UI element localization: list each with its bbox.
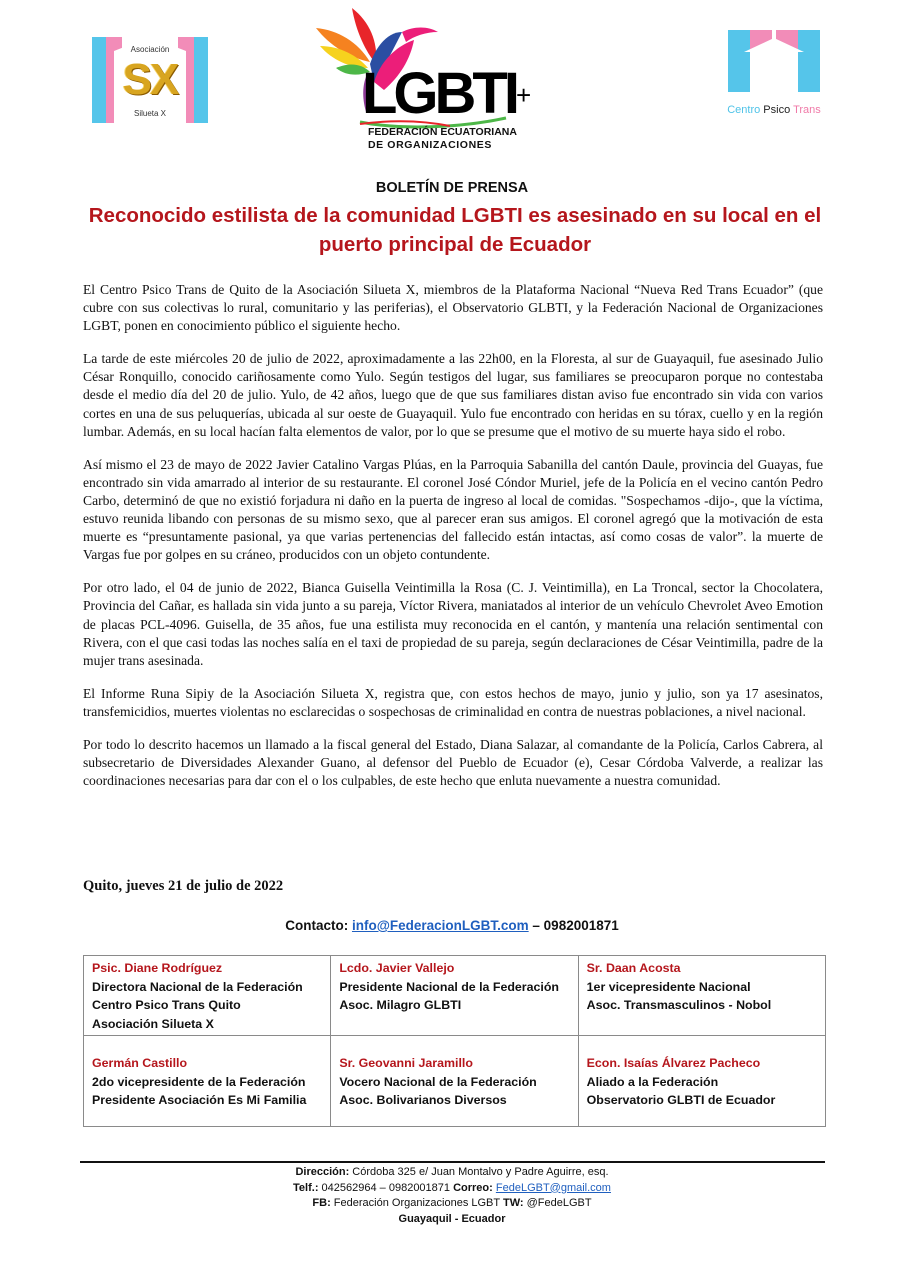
footer-phone-label: Telf.:: [293, 1181, 319, 1194]
paragraph: La tarde de este miércoles 20 de julio de 2022, aproximadamente a las 22h00, en la Floresta, al sur de Guayaquil, fue asesinado Julio César Ronquillo, conocido cariñosamente como Yulo. Según testigos del lugar, sus familiares se preocuparon porque no contestaba desde el medio día del 20 de julio. Yulo, de 42 años, luego que de que sus familiares distan aviso fue encontrado sin vida con varios cortes en una de sus peluquerías, ubicada al sur oeste de Guayaquil. Yulo fue encontrado con heridas en su tórax, cuello y en la región lumbar. Además, en su local hacían falta elementos de valor, por lo que se presume que el motivo de su muerte haya sido el robo.: [83, 351, 823, 439]
signatory-role: Presidente Nacional de la Federación: [339, 979, 559, 994]
contact-phone: 0982001871: [543, 918, 619, 933]
asociacion-silueta-x-logo: [92, 37, 208, 123]
house-icon: [750, 52, 798, 92]
paragraph: Así mismo el 23 de mayo de 2022 Javier Catalino Vargas Plúas, en la Parroquia Sabanilla del cantón Daule, provincia del Guayas, fue encontrado sin vida amarrado al interior de su restaurante. El coronel José Cóndor Muriel, jefe de la Policía en el vecino cantón Pedro Carbo, determinó de que no existió forjadura ni daño en la puerta de ingreso al local de comidas. "Sospechamos -dijo-, que la víctima, estuvo reunida libando con personas de su mismo sexo, que al parecer eran sus amigos. El coronel agregó que la motivación de esta muerte es “presuntamente pasional, ya que varias pertenencias del fallecido están intactas, así como cosas de valor”. la muerte de Vargas fue por golpes en su cráneo, producidos con un objeto contundente.: [83, 456, 823, 563]
signatory-role: Asociación Silueta X: [92, 1016, 214, 1031]
footer-address-label: Dirección:: [295, 1166, 350, 1178]
date-line: Quito, jueves 21 de julio de 2022: [83, 878, 284, 894]
contact-line: [0, 918, 904, 933]
logo-bottom-text: Silueta X: [133, 109, 167, 118]
table-row: [84, 1036, 826, 1127]
signatory-cell: [84, 1036, 331, 1127]
signatory-role: 2do vicepresidente de la Federación: [92, 1074, 306, 1089]
signatory-role: Observatorio GLBTI de Ecuador: [586, 1093, 776, 1107]
footer-tw: @FedeLGBT: [523, 1197, 592, 1209]
logo-caption: [722, 104, 826, 116]
footer-city: Guayaquil - Ecuador: [398, 1212, 506, 1225]
signatory-cell: [84, 956, 331, 1036]
signatory-cell: [331, 956, 578, 1036]
footer-address: Córdoba 325 e/ Juan Montalvo y Padre Aguirre, esq.: [349, 1166, 609, 1178]
contact-email-link[interactable]: info@FederacionLGBT.com: [351, 918, 529, 933]
signatory-name: Psic. Diane Rodríguez: [92, 961, 223, 975]
footer-city-line: [0, 1212, 904, 1228]
logo-monogram: SX: [122, 55, 178, 104]
footer-fb-label: FB:: [312, 1197, 331, 1209]
signatory-name: Sr. Geovanni Jaramillo: [339, 1056, 473, 1070]
footer-email-link[interactable]: FedeLGBT@gmail.com: [495, 1181, 611, 1194]
footer-tw-label: TW:: [502, 1197, 524, 1209]
signatory-cell: [578, 1036, 825, 1127]
signatory-name: Germán Castillo: [92, 1056, 188, 1070]
logo-word-trans: Trans: [793, 104, 821, 116]
signatory-role: Asoc. Milagro GLBTI: [339, 998, 462, 1012]
headline: Reconocido estilista de la comunidad LGBTI es asesinado en su local en el puerto principal de Ecuador: [88, 204, 822, 256]
logo-top-text: Asociación: [130, 45, 170, 54]
signatory-cell: [331, 1036, 578, 1127]
footer-phones: 042562964 – 0982001871: [318, 1181, 454, 1194]
signatories-table: [83, 955, 826, 1127]
logo-word-centro: Centro: [727, 104, 761, 116]
footer-fb: Federación Organizaciones LGBT: [330, 1197, 503, 1209]
footer: [0, 1165, 904, 1227]
paragraph: Por otro lado, el 04 de junio de 2022, Bianca Guisella Veintimilla la Rosa (C. J. Veintimilla), en La Troncal, sector la Chocolatera, Provincia del Cañar, es hallada sin vida junto a su pareja, Víctor Rivera, maniatados al interior de un vehículo Chevrolet Aveo Emotion de placas PCL-4096. Guisella, de 35 años, fue una estilista muy reconocida en el cantón, y mantenía una relación sentimental con Rivera, con el que casi todas las noches salía en el taxi de propiedad de su pareja, según declaraciones de César Veintimilla, padre de la mujer trans asesinada.: [83, 580, 823, 668]
paragraph: El Centro Psico Trans de Quito de la Asociación Silueta X, miembros de la Plataforma Nacional “Nueva Red Trans Ecuador” (que cubre con sus colectivas lo rural, comunitario y las periferias), el Observatorio GLBTI, y la Federación Nacional de Organizaciones LGBT, ponen en conocimiento público el siguiente hecho.: [83, 282, 823, 334]
press-release-kicker: BOLETÍN DE PRENSA: [375, 180, 529, 196]
footer-divider: [80, 1161, 825, 1163]
signatory-name: Econ. Isaías Álvarez Pacheco: [586, 1056, 761, 1070]
logo-plus: +: [516, 80, 532, 110]
paragraph: Por todo lo descrito hacemos un llamado a la fiscal general del Estado, Diana Salazar, al comandante de la Policía, Carlos Cabrera, al subsecretario de Diversidades Alexander Guano, al defensor del Pueblo de Ecuador (e), Cesar Córdoba Valverde, a realizar las coordinaciones necesarias para dar con el o los culpables, de este hecho que enluta nuevamente a nuestra comunidad.: [83, 736, 823, 789]
signatory-cell: [578, 956, 825, 1036]
article-body: [83, 281, 823, 805]
signatory-role: Centro Psico Trans Quito: [92, 998, 241, 1012]
signatory-role: 1er vicepresidente Nacional: [586, 979, 751, 994]
footer-address-line: [0, 1165, 904, 1181]
federacion-lgbti-logo: [310, 2, 550, 152]
contact-label: Contacto:: [285, 918, 352, 933]
centro-psico-trans-logo: [722, 30, 826, 122]
table-row: [84, 956, 826, 1036]
signatory-name: Lcdo. Javier Vallejo: [339, 961, 455, 975]
signatory-role: Vocero Nacional de la Federación: [339, 1074, 537, 1089]
signatory-role: Aliado a la Federación: [586, 1074, 719, 1089]
footer-email-label: Correo:: [453, 1181, 493, 1194]
logo-lgbti-text: LGBTI: [362, 61, 516, 126]
footer-phone-line: [0, 1181, 904, 1197]
paragraph: El Informe Runa Sipiy de la Asociación Silueta X, registra que, con estos hechos de mayo, junio y julio, son ya 17 asesinatos, transfemicidios, muertes violentas no esclarecidas o sospechosas de criminalidad en contra de nuestras poblaciones, a nivel nacional.: [83, 685, 823, 719]
signatory-role: Presidente Asociación Es Mi Familia: [92, 1093, 307, 1107]
logo-federacion-line2: DE ORGANIZACIONES: [368, 139, 492, 151]
logo-word-psico: Psico: [763, 104, 791, 116]
signatory-role: Asoc. Transmasculinos - Nobol: [586, 998, 772, 1012]
signatory-name: Sr. Daan Acosta: [586, 961, 681, 975]
signatory-role: Directora Nacional de la Federación: [92, 979, 303, 994]
signatory-role: Asoc. Bolivarianos Diversos: [339, 1093, 507, 1107]
contact-separator: –: [528, 918, 544, 933]
footer-social-line: [0, 1196, 904, 1212]
logo-federacion-line1: FEDERACIÓN ECUATORIANA: [368, 126, 517, 138]
